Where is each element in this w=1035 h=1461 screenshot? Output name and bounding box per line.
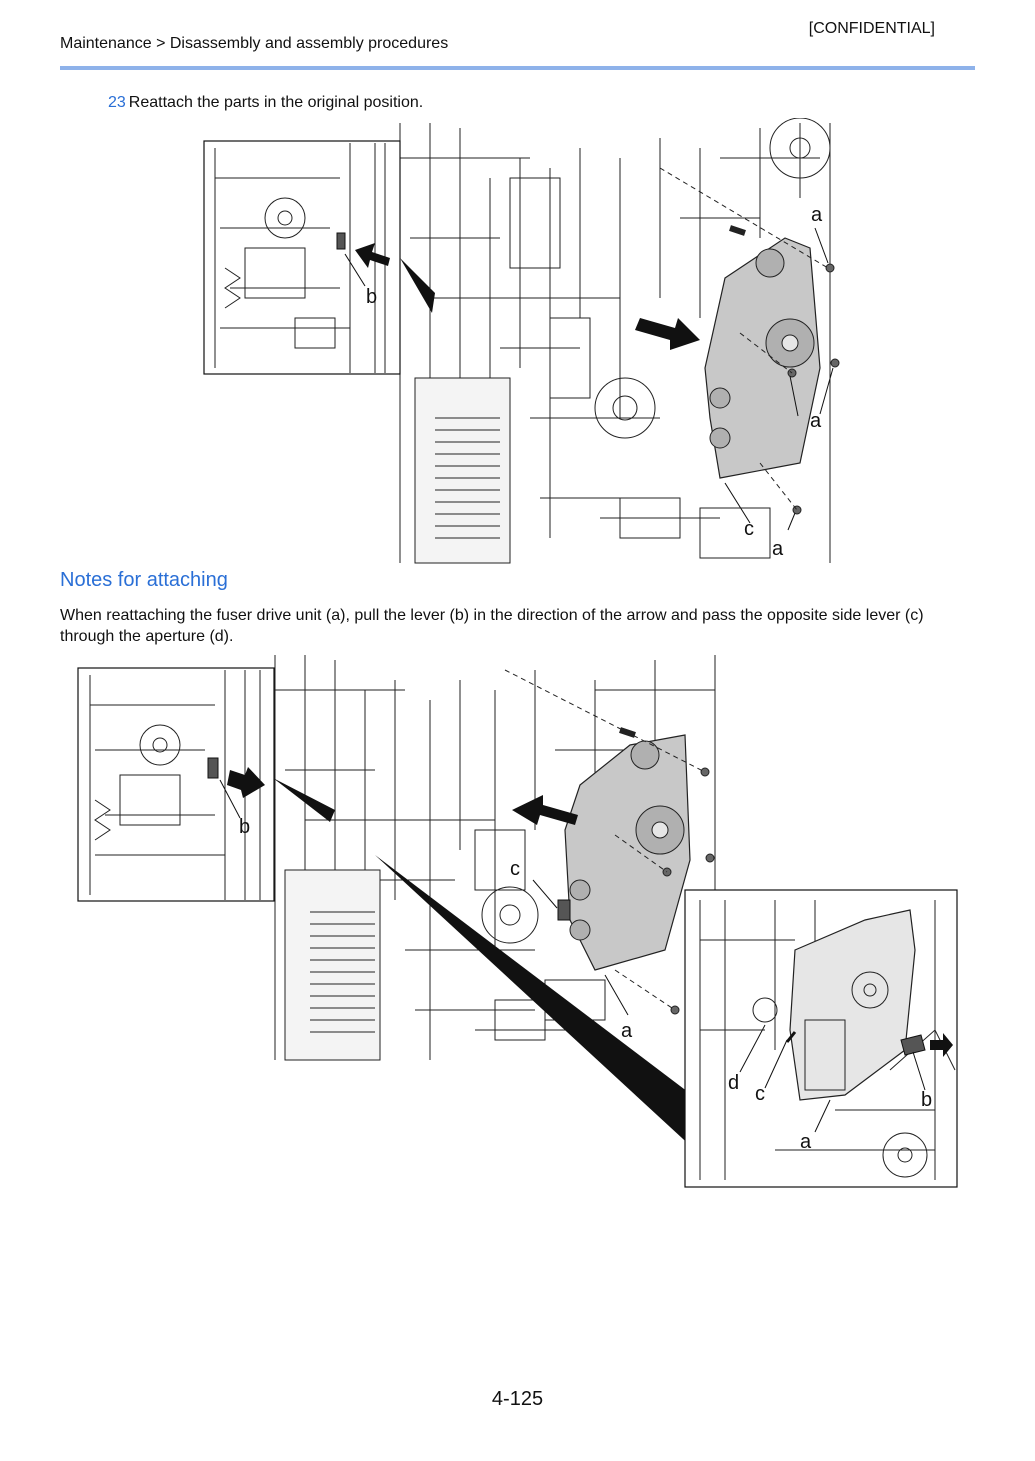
notes-heading: Notes for attaching: [60, 569, 228, 591]
label-a-bottom: a: [772, 538, 784, 560]
breadcrumb: Maintenance > Disassembly and assembly procedures: [60, 35, 449, 52]
label-c-main: c: [510, 858, 520, 880]
notes-paragraph: When reattaching the fuser drive unit (a), pull the lever (b) in the direction of the arrow and pass the opposite side lever (c) through the aperture (d).: [60, 607, 924, 645]
label-c-inset: c: [755, 1083, 765, 1105]
step-text: Reattach the parts in the original position.: [128, 94, 424, 111]
figure-reattach-fuser-drive-unit: [200, 118, 845, 568]
label-b-inset: b: [239, 816, 251, 838]
label-a-middle: a: [810, 410, 822, 432]
label-d: d: [728, 1072, 740, 1094]
label-a-main: a: [621, 1020, 633, 1042]
label-a-top: a: [811, 204, 823, 226]
label-a-right-inset: a: [800, 1131, 812, 1153]
confidential-label: [CONFIDENTIAL]: [808, 20, 935, 37]
step-instruction: [108, 94, 423, 112]
figure-notes-for-attaching: [75, 650, 960, 1190]
label-c: c: [744, 518, 754, 540]
label-b-right-inset: b: [921, 1089, 933, 1111]
step-number: 23: [108, 94, 126, 111]
label-b: b: [366, 286, 378, 308]
header-divider: [60, 66, 975, 70]
page-number: 4-125: [491, 1388, 544, 1410]
